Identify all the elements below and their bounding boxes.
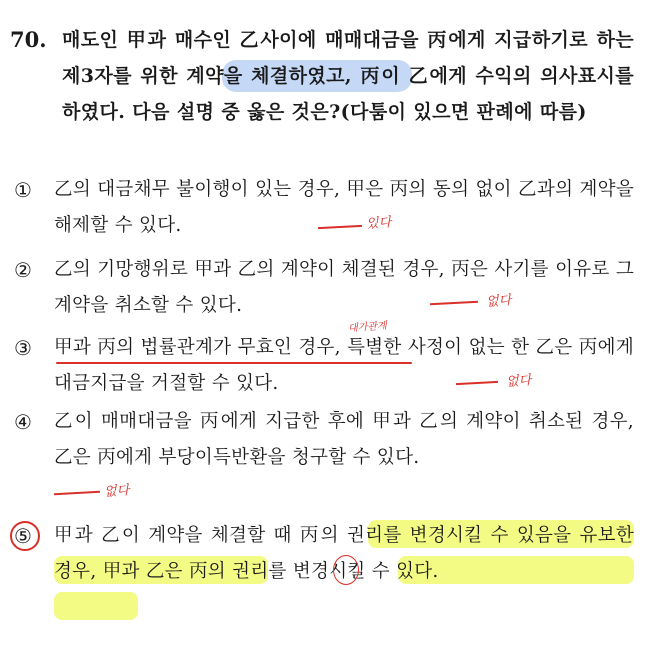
red-circle-option5-answer [10, 521, 40, 551]
option-3-number: ③ [14, 336, 32, 360]
option-3[interactable] [14, 330, 634, 402]
option-4[interactable] [14, 404, 634, 476]
option-1[interactable] [14, 172, 634, 244]
option-1-text: 乙의 대금채무 불이행이 있는 경우, 甲은 丙의 동의 없이 乙과의 계약을 해제할 수 있다. [54, 179, 634, 236]
handwritten-note-option3-above: 대가관계 [347, 320, 388, 335]
option-4-text: 乙이 매매대금을 丙에게 지급한 후에 甲과 乙의 계약이 취소된 경우, 乙은 丙에게 부당이득반환을 청구할 수 있다. [54, 411, 634, 468]
handwritten-note-option2: 없다 [485, 293, 512, 310]
option-5-text: 甲과 乙이 계약을 체결할 때 丙의 권리를 변경시킬 수 있음을 유보한 경우, 甲과 乙은 丙의 권리를 변경시킬 수 있다. [54, 525, 634, 582]
option-1-number: ① [14, 178, 32, 202]
option-2[interactable] [14, 252, 634, 324]
option-2-text: 乙의 기망행위로 甲과 乙의 계약이 체결된 경우, 丙은 사기를 이유로 그 계약을 취소할 수 있다. [54, 259, 634, 316]
option-4-number: ④ [14, 410, 32, 434]
handwritten-note-option3: 없다 [505, 373, 532, 390]
option-2-number: ② [14, 258, 32, 282]
red-underline-option3 [56, 362, 412, 364]
handwritten-note-option4: 없다 [103, 483, 130, 500]
option-3-text: 甲과 丙의 법률관계가 무효인 경우, 특별한 사정이 없는 한 乙은 丙에게 대금지급을 거절할 수 있다. [54, 337, 634, 394]
red-circle-option5-party [333, 555, 359, 585]
strike-option4-conclusion [54, 491, 100, 495]
question-number: 70. [10, 27, 47, 52]
question-block [10, 22, 636, 130]
option-5-number: ⑤ [14, 524, 32, 548]
handwritten-note-option1: 있다 [365, 215, 392, 232]
question-text: 매도인 甲과 매수인 乙사이에 매매대금을 丙에게 지급하기로 하는 제3자를 위한 계약을 체결하였고, 丙이 乙에게 수익의 의사표시를 하였다. 다음 설명 중 옳은 것은?(다툼이 있으면 판례에 따름) [62, 29, 634, 123]
option-5[interactable] [14, 518, 634, 590]
yellow-highlight-option5-line3 [54, 592, 138, 620]
